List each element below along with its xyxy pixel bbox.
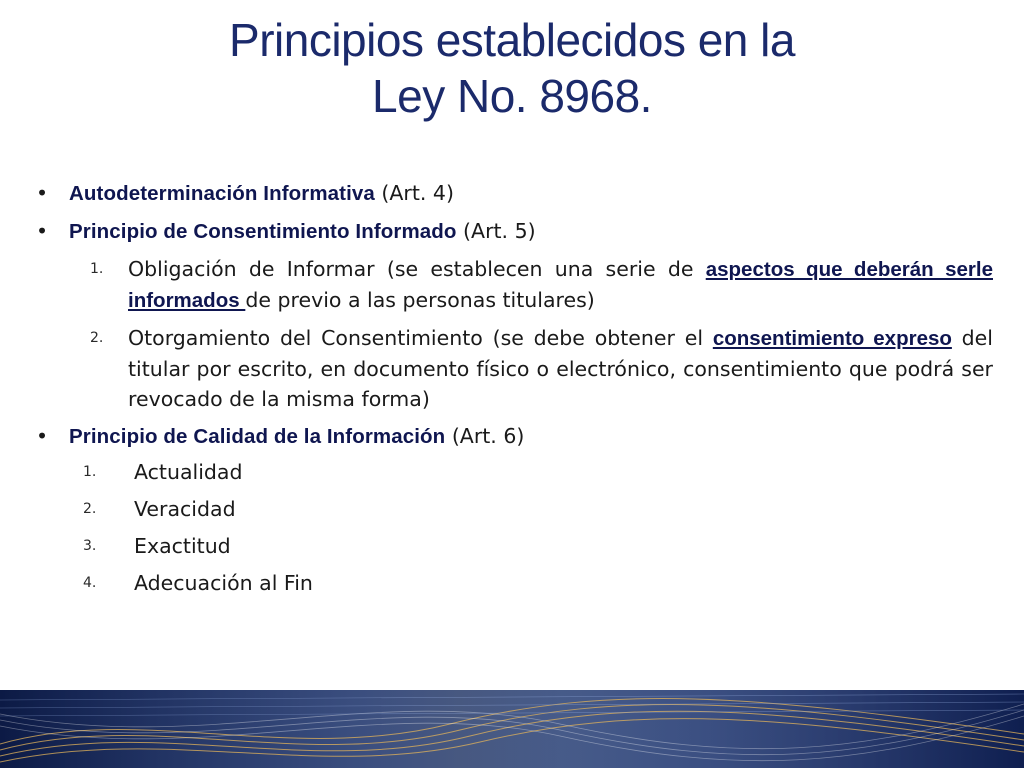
slide-content bbox=[36, 178, 993, 605]
bullet-dot: • bbox=[36, 219, 49, 243]
bullet-consentimiento bbox=[36, 216, 993, 247]
list-item-otorgamiento bbox=[36, 323, 993, 414]
list-item bbox=[36, 531, 993, 561]
item-text: Actualidad bbox=[134, 460, 243, 484]
item-number: 2. bbox=[83, 501, 97, 517]
bullet-dot: • bbox=[36, 424, 49, 448]
title-line-2: Ley No. 8968. bbox=[372, 70, 652, 122]
bullet-article-ref: (Art. 6) bbox=[445, 424, 525, 448]
list-item bbox=[36, 568, 993, 598]
bullet-article-ref: (Art. 4) bbox=[374, 181, 454, 205]
item-text: Exactitud bbox=[134, 534, 231, 558]
item-number: 2. bbox=[90, 330, 104, 346]
item-text: Veracidad bbox=[134, 497, 236, 521]
bullet-heading: Autodeterminación Informativa bbox=[69, 182, 375, 205]
item-text-after: del titular por escrito, en documento físico o electrónico, consentimiento que podrá ser revocado de la misma forma) bbox=[128, 326, 993, 411]
slide-title bbox=[0, 12, 1024, 124]
item-text-before: Otorgamiento del Consentimiento (se debe obtener el bbox=[128, 326, 713, 350]
item-number: 3. bbox=[83, 538, 97, 554]
decorative-footer-banner bbox=[0, 690, 1024, 768]
bullet-heading: Principio de Consentimiento Informado bbox=[69, 220, 457, 243]
item-number: 1. bbox=[90, 261, 104, 277]
bullet-autodeterminacion bbox=[36, 178, 993, 209]
item-number: 1. bbox=[83, 464, 97, 480]
item-text-after: de previo a las personas titulares) bbox=[245, 288, 595, 312]
bullet-dot: • bbox=[36, 181, 49, 205]
banknote-pattern-image bbox=[0, 690, 1024, 768]
list-item bbox=[36, 494, 993, 524]
bullet-article-ref: (Art. 5) bbox=[456, 219, 536, 243]
item-text-before: Obligación de Informar (se establecen una serie de bbox=[128, 257, 706, 281]
list-item bbox=[36, 457, 993, 487]
item-text: Adecuación al Fin bbox=[134, 571, 313, 595]
list-item-obligacion bbox=[36, 254, 993, 316]
title-line-1: Principios establecidos en la bbox=[229, 14, 795, 66]
item-number: 4. bbox=[83, 575, 97, 591]
calidad-list bbox=[36, 457, 993, 598]
item-emphasis: aspectos que deberán serle informados bbox=[128, 258, 993, 312]
item-emphasis: consentimiento expreso bbox=[712, 327, 952, 350]
bullet-heading: Principio de Calidad de la Información bbox=[69, 425, 446, 448]
bullet-calidad bbox=[36, 421, 993, 452]
